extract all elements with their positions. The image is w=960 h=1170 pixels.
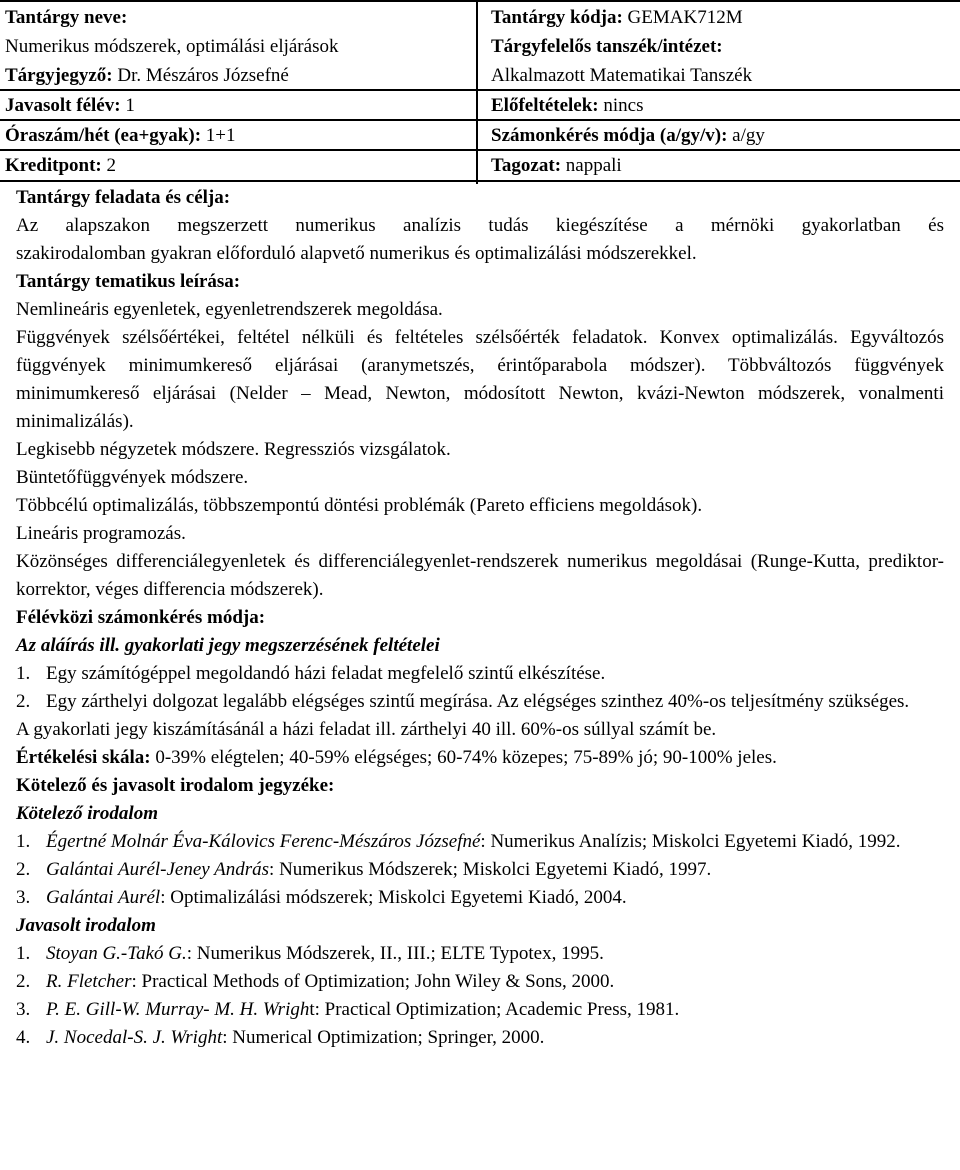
assessment-heading: Félévközi számonkérés módja: <box>16 607 266 628</box>
list-item <box>16 884 944 912</box>
authors: Stoyan G.-Takó G. <box>46 943 187 964</box>
list-number: 1. <box>16 943 31 964</box>
exam-label: Számonkérés módja (a/gy/v): <box>491 125 728 146</box>
list-item <box>16 688 944 716</box>
department: Alkalmazott Matematikai Tanszék <box>491 65 753 86</box>
topics-paragraph: Lineáris programozás. <box>16 523 186 544</box>
prereq-label: Előfeltételek: <box>491 95 599 116</box>
reference-text: : Numerikus Analízis; Miskolci Egyetemi Kiadó, 1992. <box>480 831 901 852</box>
subject-name: Numerikus módszerek, optimálási eljárások <box>5 36 339 57</box>
authors: Galántai Aurél-Jeney András <box>46 859 270 880</box>
list-number: 1. <box>16 831 31 852</box>
list-text: Egy zárthelyi dolgozat legalább elégséges szintű megírása. Az elégséges szinthez 40%-os teljesítmény szükséges. <box>46 691 910 712</box>
credit-cell <box>0 151 476 180</box>
authors: R. Fletcher <box>46 971 132 992</box>
topics-paragraph: Többcélú optimalizálás, többszempontú döntési problémák (Pareto efficiens megoldások). <box>16 495 703 516</box>
list-item <box>16 660 944 688</box>
responsible-label: Tárgyjegyző: <box>5 65 113 86</box>
reference-text: : Optimalizálási módszerek; Miskolci Egyetemi Kiadó, 2004. <box>160 887 627 908</box>
literature-heading: Kötelező és javasolt irodalom jegyzéke: <box>16 775 335 796</box>
table-divider <box>476 0 478 184</box>
mode: nappali <box>565 155 622 176</box>
prereq: nincs <box>603 95 644 116</box>
semester-label: Javasolt félév: <box>5 95 121 116</box>
mode-label: Tagozat: <box>491 155 562 176</box>
hours-label: Óraszám/hét (ea+gyak): <box>5 125 202 146</box>
list-number: 2. <box>16 971 31 992</box>
required-literature-list <box>16 828 944 912</box>
hours-cell <box>0 121 476 150</box>
aim-line-1: Az alapszakon megszerzett numerikus analízis tudás kiegészítése a mérnöki gyakorlatban és <box>16 215 944 236</box>
code-cell <box>486 3 960 90</box>
header-table <box>0 0 960 184</box>
reference-text: : Numerikus Módszerek, II., III.; ELTE Typotex, 1995. <box>186 943 604 964</box>
authors: Égertné Molnár Éva-Kálovics Ferenc-Mészáros Józsefné <box>46 831 481 852</box>
authors: J. Nocedal-S. J. Wright <box>46 1027 223 1048</box>
topics-paragraph: Nemlineáris egyenletek, egyenletrendszerek megoldása. <box>16 299 443 320</box>
topics-paragraph: Függvények szélsőértékei, feltétel nélküli és feltételes szélsőérték feladatok. Konvex optimalizálás. Egyváltozós függvények minimumkereső eljárásai (aranymetszés, érintőparabola módszer). Többváltozós függvények minimumkereső eljárásai (Nelder – Mead, Newton, módosított Newton, kvázi-Newton módszerek, vonalmenti minimalizálás). <box>16 327 944 432</box>
reference-text: : Numerikus Módszerek; Miskolci Egyetemi Kiadó, 1997. <box>269 859 712 880</box>
list-number: 2. <box>16 691 31 712</box>
semester-cell <box>0 91 476 120</box>
assessment-list <box>16 660 944 716</box>
list-item <box>16 856 944 884</box>
hours: 1+1 <box>205 125 236 146</box>
list-item <box>16 940 944 968</box>
document-body <box>0 184 960 1052</box>
grade-note: A gyakorlati jegy kiszámításánál a házi feladat ill. zárthelyi 40 ill. 60%-os súllyal számít be. <box>16 719 717 740</box>
department-label: Tárgyfelelős tanszék/intézet: <box>491 36 723 57</box>
list-number: 3. <box>16 999 31 1020</box>
reference-text: t: Practical Optimization; Academic Press, 1981. <box>309 999 680 1020</box>
aim-line-2: szakirodalomban gyakran előforduló alapvető numerikus és optimalizálási módszerekkel. <box>16 243 697 264</box>
authors: P. E. Gill-W. Murray- M. H. Wrigh <box>46 999 310 1020</box>
responsible: Dr. Mészáros Józsefné <box>117 65 289 86</box>
credit: 2 <box>106 155 117 176</box>
list-number: 1. <box>16 663 31 684</box>
list-item <box>16 996 944 1024</box>
list-item <box>16 968 944 996</box>
credit-label: Kreditpont: <box>5 155 102 176</box>
reference-text: : Practical Methods of Optimization; John Wiley & Sons, 2000. <box>131 971 615 992</box>
subject-name-label: Tantárgy neve: <box>5 7 128 28</box>
subject-name-cell <box>0 3 476 90</box>
row-divider <box>0 180 960 182</box>
prereq-cell <box>486 91 960 120</box>
suggested-literature-heading: Javasolt irodalom <box>16 915 156 936</box>
list-text: Egy számítógéppel megoldandó házi feladat megfelelő szintű elkészítése. <box>46 663 606 684</box>
grading-scale <box>16 744 944 772</box>
suggested-literature-list <box>16 940 944 1052</box>
assessment-subheading: Az aláírás ill. gyakorlati jegy megszerzésének feltételei <box>16 635 440 656</box>
required-literature-heading: Kötelező irodalom <box>16 803 158 824</box>
topics-paragraph: Büntetőfüggvények módszere. <box>16 467 249 488</box>
scale-label: Értékelési skála: <box>16 747 151 768</box>
code-label: Tantárgy kódja: <box>491 7 623 28</box>
code: GEMAK712M <box>627 7 743 28</box>
list-number: 3. <box>16 887 31 908</box>
topics-heading: Tantárgy tematikus leírása: <box>16 271 241 292</box>
reference-text: : Numerical Optimization; Springer, 2000. <box>222 1027 545 1048</box>
semester: 1 <box>125 95 135 116</box>
scale-text: 0-39% elégtelen; 40-59% elégséges; 60-74% közepes; 75-89% jó; 90-100% jeles. <box>155 747 777 768</box>
topics-paragraph: Legkisebb négyzetek módszere. Regressziós vizsgálatok. <box>16 439 451 460</box>
mode-cell <box>486 151 960 180</box>
list-item <box>16 1024 944 1052</box>
aim-heading: Tantárgy feladata és célja: <box>16 187 231 208</box>
authors: Galántai Aurél <box>46 887 161 908</box>
list-number: 4. <box>16 1027 31 1048</box>
topics-paragraph: Közönséges differenciálegyenletek és differenciálegyenlet-rendszerek numerikus megoldásai (Runge-Kutta, prediktor-korrektor, véges differencia módszerek). <box>16 551 944 600</box>
list-number: 2. <box>16 859 31 880</box>
exam: a/gy <box>732 125 765 146</box>
list-item <box>16 828 944 856</box>
table-border-top <box>0 0 960 2</box>
exam-cell <box>486 121 960 150</box>
